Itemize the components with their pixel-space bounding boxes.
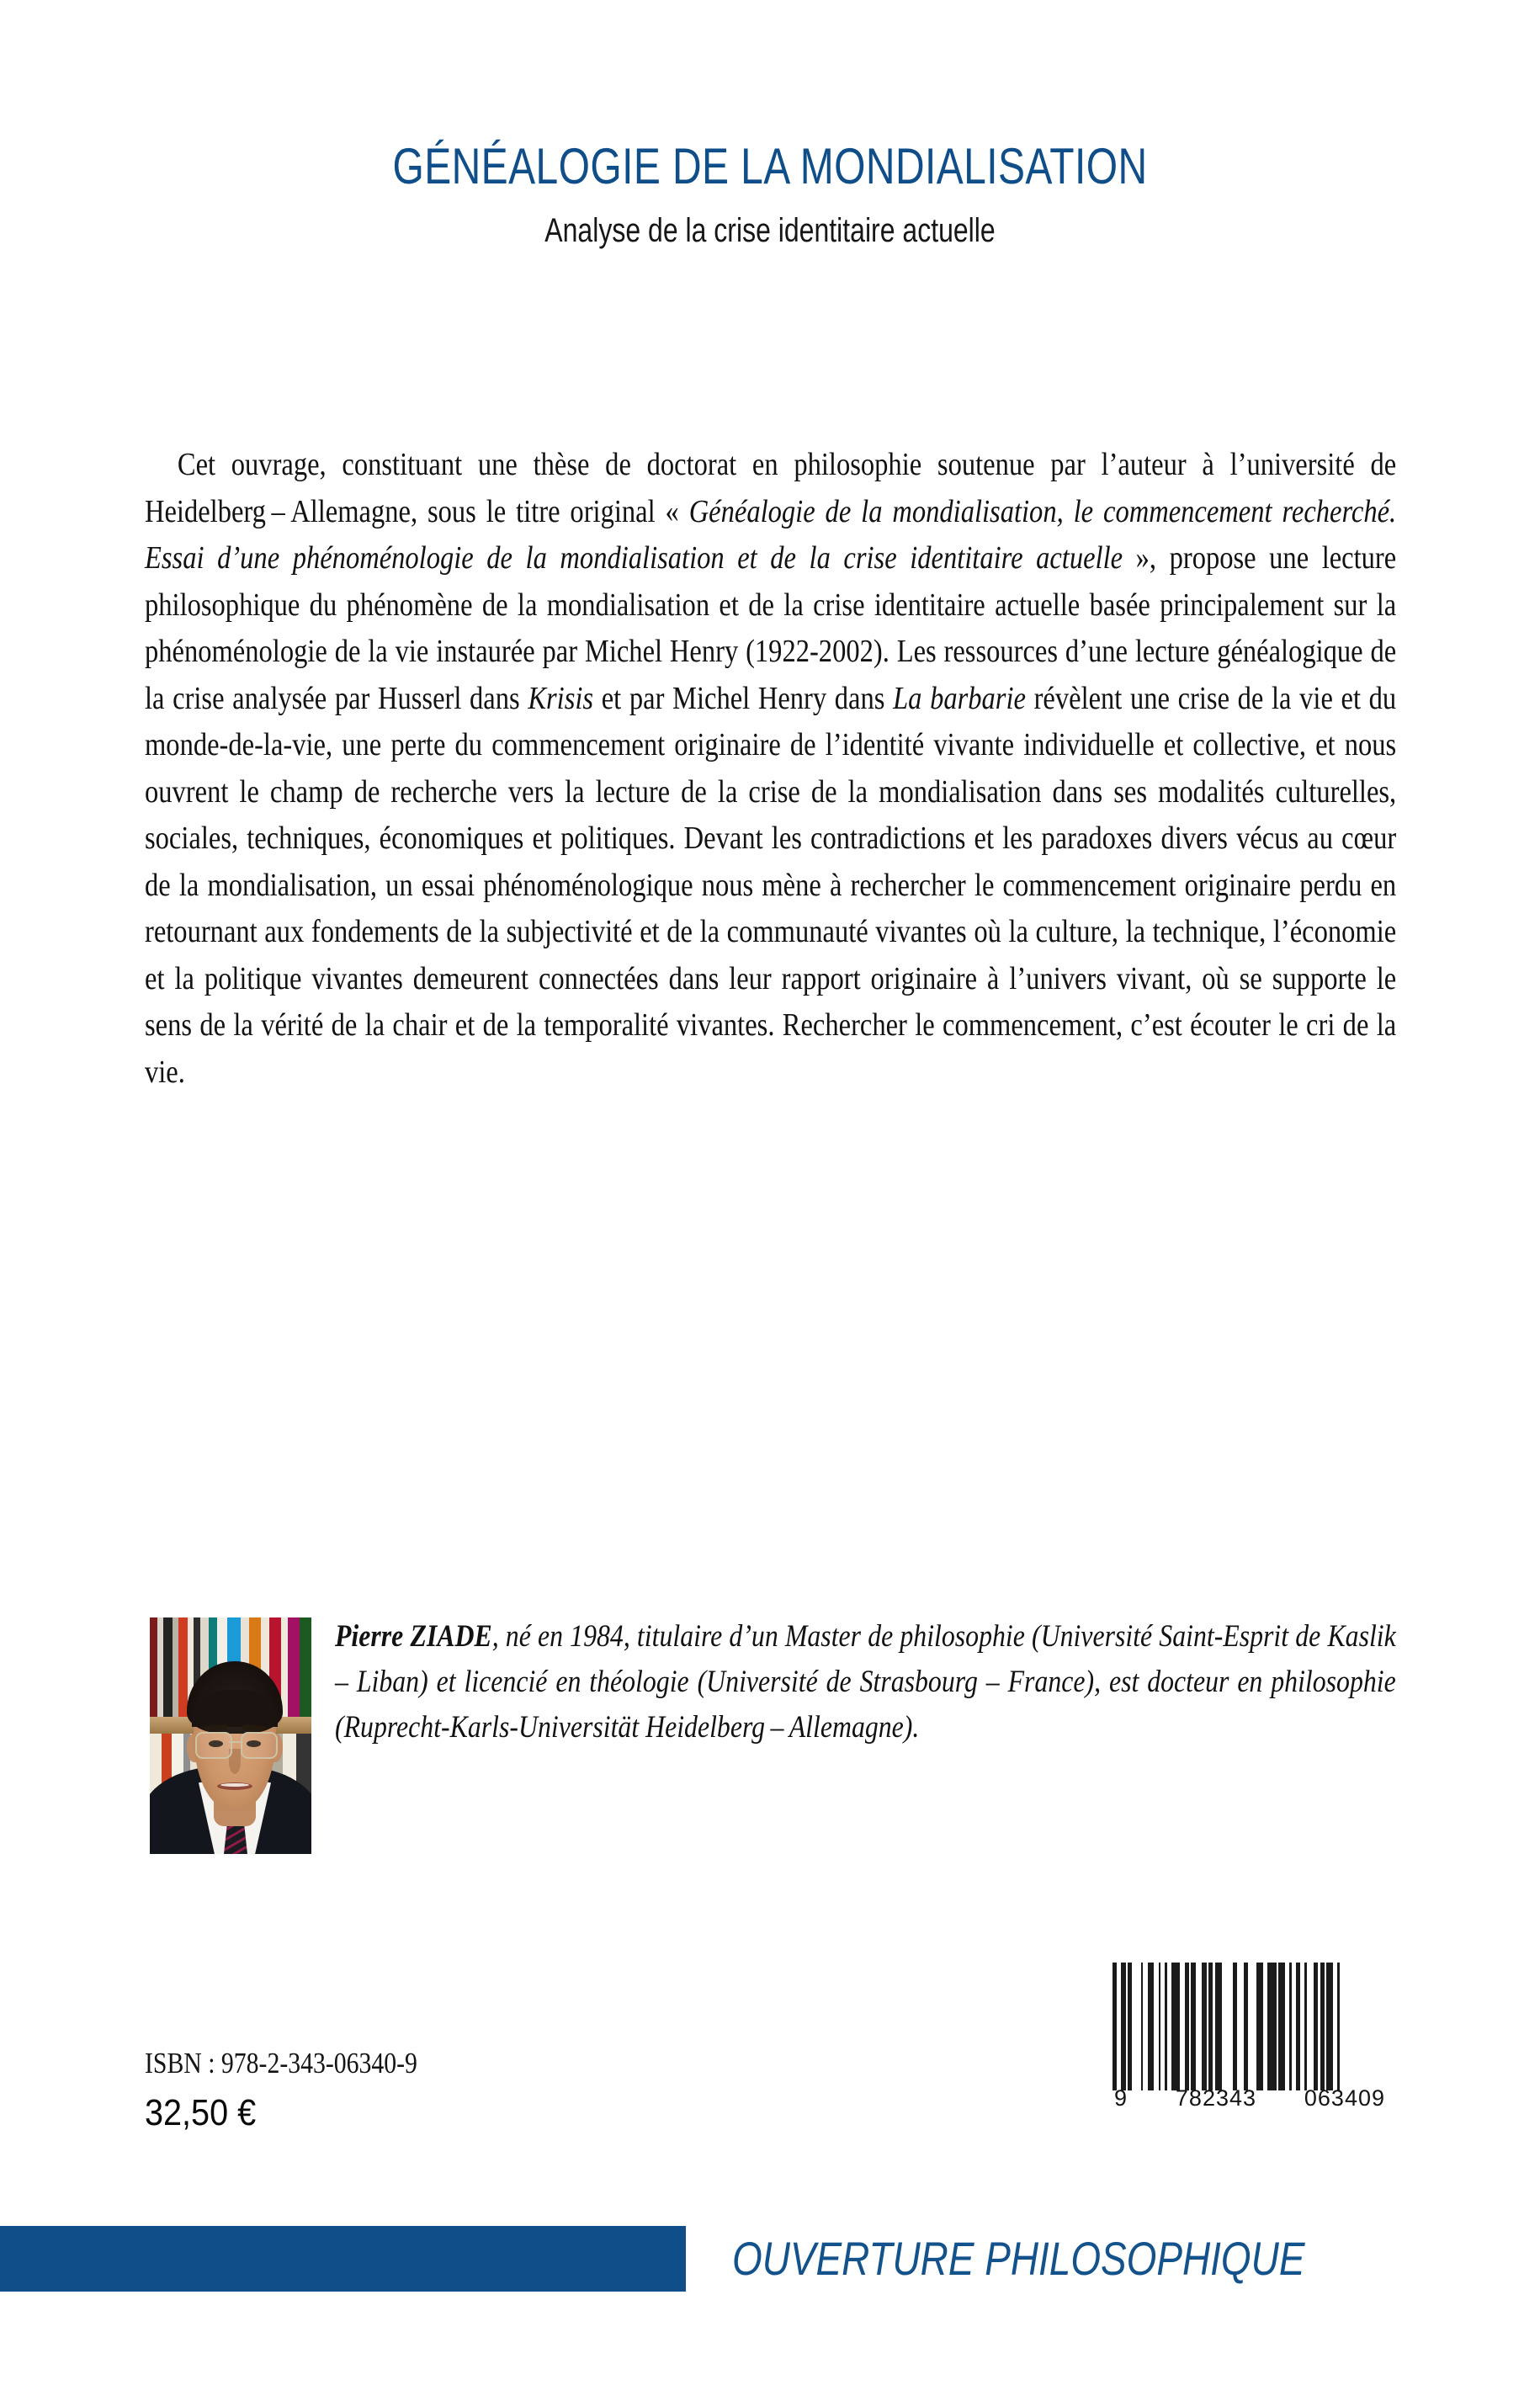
- collection-word-2: PHILOSOPHIQUE: [985, 2232, 1305, 2285]
- barcode-bar: [1267, 1963, 1276, 2090]
- isbn-label: ISBN : 978-2-343-06340-9: [145, 2047, 417, 2080]
- barcode-bar: [1256, 1963, 1263, 2090]
- blurb-paragraph: Cet ouvrage, constituant une thèse de doctorat en philosophie soutenue par l’auteur à l’université de Heidelberg – Allemagne, sous le titre original « Généalogie de la mondialisation, le commencement recherché. Essai d’une phénoménologie de la mondialisation et de la crise identitaire actuelle », propose une lecture philosophique du phénomène de la mondialisation et de la crise identitaire actuelle basée principalement sur la phénoménologie de la vie instaurée par Michel Henry (1922-2002). Les ressources d’une lecture généalogique de la crise analysée par Husserl dans Krisis et par Michel Henry dans La barbarie révèlent une crise de la vie et du monde-de-la-vie, une perte du commencement originaire de l’identité vivante individuelle et collective, et nous ouvrent le champ de recherche vers la lecture de la crise de la mondialisation dans ses modalités culturelles, sociales, techniques, économiques et politiques. Devant les contradictions et les paradoxes divers vécus au cœur de la mondialisation, un essai phénoménologique nous mène à rechercher le commencement originaire perdu en retournant aux fondements de la subjectivité et de la communauté vivantes où la culture, la technique, l’économie et la politique vivantes demeurent connectées dans leur rapport originaire à l’univers vivant, où se supporte le sens de la vérité de la chair et de la temporalité vivantes. Rechercher le commencement, c’est écouter le cri de la vie.: [145, 447, 1397, 1090]
- barcode-bar: [1278, 1963, 1285, 2090]
- collection-name: [732, 2228, 1304, 2289]
- mouth: [217, 1782, 252, 1790]
- barcode-space: [1237, 1963, 1244, 2090]
- author-bio-text: [335, 1614, 1396, 1750]
- barcode-space: [1222, 1963, 1233, 2090]
- footer-blue-bar: [0, 2226, 686, 2292]
- barcode-space: [1196, 1963, 1203, 2090]
- portrait-artwork: [150, 1617, 311, 1854]
- lens-left: [195, 1732, 232, 1759]
- page-subtitle: Analyse de la crise identitaire actuelle: [544, 212, 996, 249]
- barcode-space: [1248, 1963, 1256, 2090]
- eyeglasses: [194, 1732, 278, 1757]
- lens-right: [241, 1732, 278, 1759]
- barcode-bar: [1148, 1963, 1155, 2090]
- barcode-digits: [1113, 2085, 1387, 2111]
- blurb-text: [145, 442, 1396, 1096]
- price-label: 32,50 €: [145, 2092, 257, 2133]
- barcode-digit-group-1: 9: [1114, 2085, 1128, 2111]
- title-block: [0, 138, 1540, 249]
- author-bio-paragraph: Pierre ZIADE, né en 1984, titulaire d’un Master de philosophie (Université Saint-Esprit de Kaslik – Liban) et licencié en théologie (Université de Strasbourg – France), est docteur en philosophie (Ruprecht-Karls-Universität Heidelberg – Allemagne).: [335, 1619, 1396, 1745]
- glasses-bridge: [229, 1741, 242, 1743]
- barcode-bars: [1113, 1963, 1387, 2090]
- barcode-space: [1340, 1963, 1344, 2090]
- barcode-digit-group-3: 063409: [1304, 2085, 1385, 2111]
- barcode-bar: [1215, 1963, 1222, 2090]
- barcode-space: [1132, 1963, 1140, 2090]
- barcode-space: [1307, 1963, 1314, 2090]
- ean13-barcode: [1113, 1963, 1387, 2114]
- collection-word-1: OUVERTURE: [732, 2232, 974, 2285]
- barcode-bar: [1326, 1963, 1333, 2090]
- author-photo: [150, 1617, 311, 1854]
- page-title: GÉNÉALOGIE DE LA MONDIALISATION: [392, 138, 1148, 194]
- barcode-digit-group-2: 782343: [1175, 2085, 1257, 2111]
- barcode-bar: [1171, 1963, 1180, 2090]
